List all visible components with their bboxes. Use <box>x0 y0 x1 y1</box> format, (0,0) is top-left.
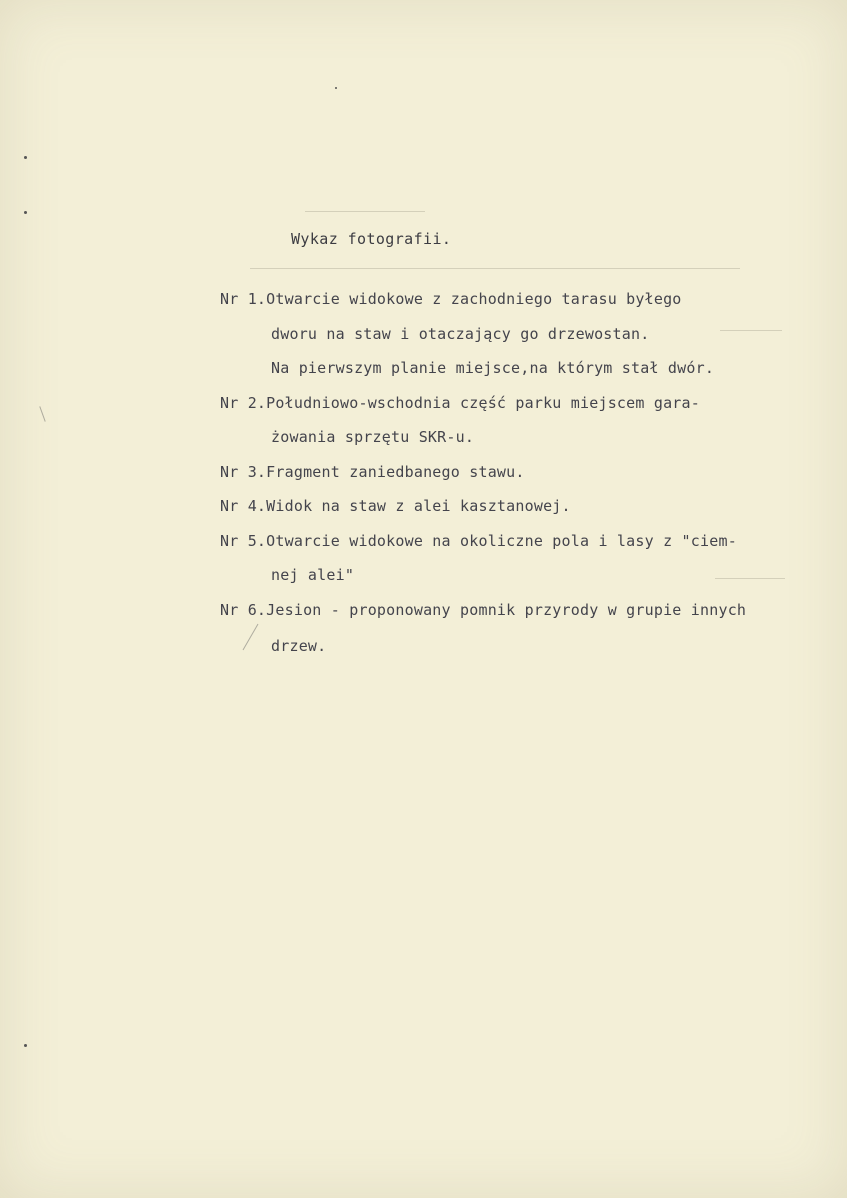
item-3-line-1: Nr 3.Fragment zaniedbanego stawu. <box>220 463 525 481</box>
item-5-line-1: Nr 5.Otwarcie widokowe na okoliczne pola i lasy z "ciem- <box>220 532 737 550</box>
paper-speck <box>24 211 27 214</box>
item-1-line-3: Na pierwszym planie miejsce,na którym stał dwór. <box>271 359 715 377</box>
paper-show-through <box>305 211 425 212</box>
item-2-line-1: Nr 2.Południowo-wschodnia część parku miejscem gara- <box>220 394 700 412</box>
paper-mark <box>39 406 45 421</box>
paper-speck <box>24 1044 27 1047</box>
paper-mark <box>243 624 259 650</box>
paper-show-through <box>250 268 740 269</box>
paper-show-through <box>720 330 782 331</box>
item-6-line-1: Nr 6.Jesion - proponowany pomnik przyrody w grupie innych <box>220 601 747 619</box>
document-title: Wykaz fotografii. <box>291 230 452 248</box>
item-1-line-1: Nr 1.Otwarcie widokowe z zachodniego tarasu byłego <box>220 290 682 308</box>
item-1-line-2: dworu na staw i otaczający go drzewostan. <box>271 325 650 343</box>
paper-show-through <box>715 578 785 579</box>
item-6-line-2: drzew. <box>271 637 327 655</box>
paper-speck <box>24 156 27 159</box>
item-5-line-2: nej alei" <box>271 566 355 584</box>
paper-speck <box>335 87 337 89</box>
item-4-line-1: Nr 4.Widok na staw z alei kasztanowej. <box>220 497 571 515</box>
item-2-line-2: żowania sprzętu SKR-u. <box>271 428 475 446</box>
